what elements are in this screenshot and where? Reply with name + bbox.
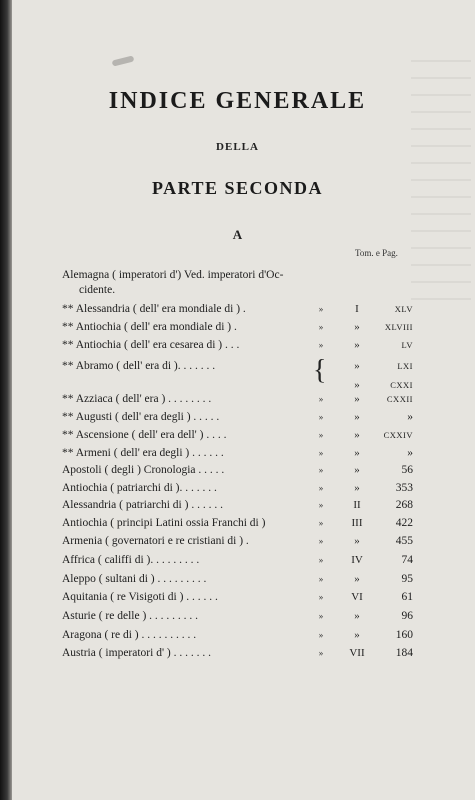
entry-page: 422 xyxy=(395,517,413,529)
entry-volume: VII xyxy=(349,647,365,659)
entry-volume: » xyxy=(354,629,360,641)
ditto-mark: » xyxy=(318,630,324,640)
intro-entry-line-2: cidente. xyxy=(79,284,116,296)
entry-volume: » xyxy=(354,393,360,405)
ditto-mark: » xyxy=(318,448,324,458)
entry-volume: IV xyxy=(351,554,363,566)
entry-volume-second-line: » xyxy=(354,379,360,391)
entry-page: XLV xyxy=(394,304,413,314)
index-entry-text: Armenia ( governatori e re cristiani di ) . xyxy=(62,535,249,547)
index-entry-text: ** Antiochia ( dell' era mondiale di ) . xyxy=(62,321,237,333)
entry-volume: » xyxy=(354,447,360,459)
entry-page: 56 xyxy=(401,464,413,476)
brace-glyph: { xyxy=(313,355,327,386)
index-entry-text: ** Azziaca ( dell' era ) . . . . . . . . xyxy=(62,393,212,405)
entry-page: 61 xyxy=(401,591,413,603)
book-spine-shadow xyxy=(0,0,12,800)
ditto-mark: » xyxy=(318,574,324,584)
entry-page: » xyxy=(407,411,413,423)
index-entry-text: ** Alessandria ( dell' era mondiale di ) . xyxy=(62,303,246,315)
ditto-mark: » xyxy=(318,465,324,475)
entry-page: LV xyxy=(401,340,413,350)
index-entry-text: Alessandria ( patriarchi di ) . . . . . . xyxy=(62,499,223,511)
part-title: PARTE SECONDA xyxy=(151,178,324,198)
entry-volume: » xyxy=(354,464,360,476)
index-entry-text: ** Armeni ( dell' era degli ) . . . . . . xyxy=(62,447,224,459)
index-entry-text: ** Ascensione ( dell' era dell' ) . . . . xyxy=(62,429,227,441)
entry-volume: » xyxy=(354,339,360,351)
index-entry-text: Aleppo ( sultani di ) . . . . . . . . . xyxy=(62,573,207,585)
title-della: DELLA xyxy=(216,141,259,153)
entry-volume: » xyxy=(354,429,360,441)
entry-page: 455 xyxy=(395,535,413,547)
ditto-mark: » xyxy=(318,412,324,422)
ditto-mark: » xyxy=(318,322,324,332)
entry-volume: » xyxy=(354,482,360,494)
entry-page: 160 xyxy=(395,629,413,641)
index-entry-text: ** Antiochia ( dell' era cesarea di ) . . . xyxy=(62,339,240,351)
entry-volume: I xyxy=(355,303,359,315)
entry-volume: VI xyxy=(351,591,363,603)
entry-page: XLVIII xyxy=(384,322,413,332)
entry-volume: » xyxy=(354,321,360,333)
column-heading-volume-page: Tom. e Pag. xyxy=(355,248,398,258)
entry-volume: III xyxy=(351,517,363,529)
index-entry-text: Aragona ( re di ) . . . . . . . . . . xyxy=(62,629,197,641)
entry-volume: » xyxy=(354,573,360,585)
ditto-mark: » xyxy=(318,536,324,546)
ink-smudge xyxy=(112,55,135,66)
entry-volume: » xyxy=(354,610,360,622)
index-title: INDICE GENERALE xyxy=(108,88,367,114)
entry-page: 74 xyxy=(401,554,413,566)
ditto-mark: » xyxy=(318,340,324,350)
entry-page: CXXIV xyxy=(383,430,413,440)
entry-page: » xyxy=(407,447,413,459)
entry-volume: II xyxy=(353,499,361,511)
ditto-mark: » xyxy=(318,592,324,602)
index-entry-text: ** Abramo ( dell' era di ). . . . . . . xyxy=(62,360,216,372)
entry-page: LXI xyxy=(397,361,413,371)
index-entry-text: Antiochia ( principi Latini ossia Franchi di ) xyxy=(62,517,266,529)
section-letter: A xyxy=(232,227,243,242)
index-entry-text: ** Augusti ( dell' era degli ) . . . . . xyxy=(62,411,220,423)
entry-page: CXXII xyxy=(386,394,413,404)
ditto-mark: » xyxy=(318,304,324,314)
ditto-mark: » xyxy=(318,483,324,493)
entry-page-second-line: CXXI xyxy=(390,380,413,390)
index-entry-text: Antiochia ( patriarchi di ). . . . . . . xyxy=(62,482,217,494)
entry-page: 95 xyxy=(401,573,413,585)
index-entry-text: Affrica ( califfi di ). . . . . . . . . xyxy=(62,554,200,566)
ditto-mark: » xyxy=(318,648,324,658)
entry-page: 268 xyxy=(395,499,413,511)
ditto-mark: » xyxy=(318,555,324,565)
ditto-mark: » xyxy=(318,611,324,621)
index-entry-text: Apostoli ( degli ) Cronologia . . . . . xyxy=(62,464,225,476)
intro-entry-line-1: Alemagna ( imperatori d') Ved. imperatori d'Oc- xyxy=(62,269,284,281)
entry-page: 96 xyxy=(401,610,413,622)
entry-page: 184 xyxy=(395,647,413,659)
ditto-mark: » xyxy=(318,518,324,528)
ditto-mark: » xyxy=(318,394,324,404)
entry-page: 353 xyxy=(395,482,413,494)
entry-volume: » xyxy=(354,535,360,547)
entry-volume: » xyxy=(354,411,360,423)
index-entry-text: Aquitania ( re Visigoti di ) . . . . . . xyxy=(62,591,218,603)
ditto-mark: » xyxy=(318,500,324,510)
index-entry-text: Asturie ( re delle ) . . . . . . . . . xyxy=(62,610,199,622)
index-entry-text: Austria ( imperatori d' ) . . . . . . . xyxy=(62,647,211,659)
entry-volume: » xyxy=(354,360,360,372)
ditto-mark: » xyxy=(318,430,324,440)
